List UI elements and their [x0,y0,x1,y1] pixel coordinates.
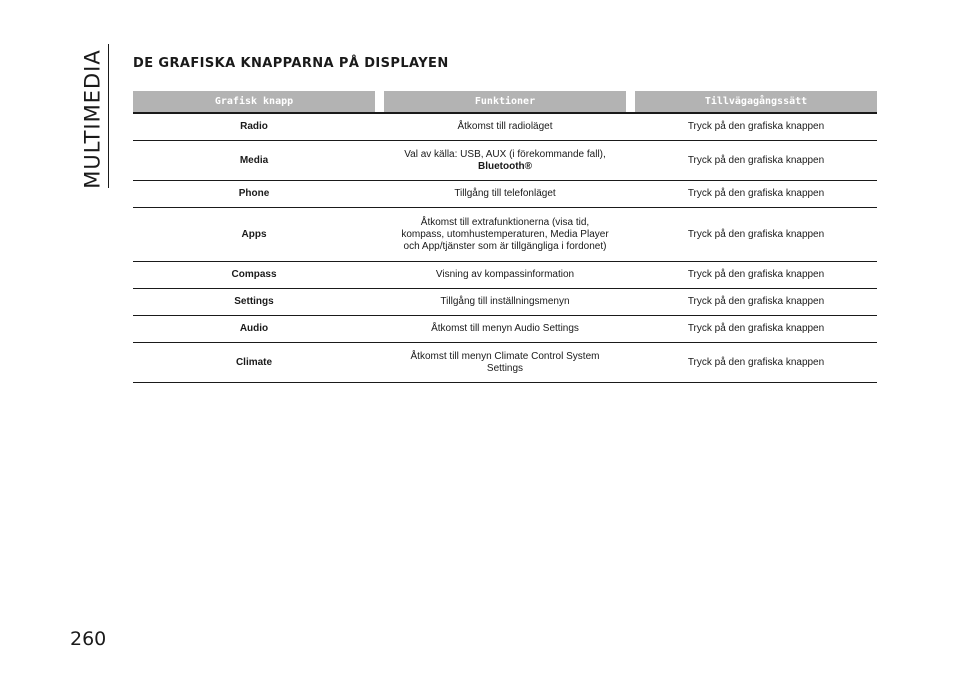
header-procedure: Tillvägagångssätt [635,91,877,112]
table-row [133,262,877,289]
function-line: och App/tjänster som är tillgängliga i fordonet) [403,240,607,252]
action-text: Tryck på den grafiska knappen [687,296,825,307]
button-name: Compass [231,269,277,280]
function-text [375,149,635,173]
action-text: Tryck på den grafiska knappen [687,154,825,166]
section-side-title-text: MULTIMEDIA [81,49,105,189]
table-row [133,208,877,262]
table-row [133,141,877,181]
button-name: Phone [238,188,270,199]
header-graphic-button: Grafisk knapp [133,91,375,112]
side-divider [108,44,109,188]
button-name: Apps [241,228,267,240]
section-heading: DE GRAFISKA KNAPPARNA PÅ DISPLAYEN [133,56,449,71]
action-text: Tryck på den grafiska knappen [687,121,825,132]
button-name: Radio [240,121,268,132]
table-header [133,91,877,114]
function-line: Åtkomst till extrafunktionerna (visa tid, [420,216,590,228]
button-name: Media [239,154,269,166]
function-line: Tillgång till telefonläget [454,188,556,199]
function-text [375,269,635,281]
function-text [375,217,635,253]
function-line: Tillgång till inställningsmenyn [440,296,570,307]
action-text: Tryck på den grafiska knappen [687,228,825,240]
button-name: Settings [234,296,274,307]
table-row [133,316,877,343]
action-text: Tryck på den grafiska knappen [687,323,825,334]
function-line: Åtkomst till menyn Climate Control System [410,350,600,362]
button-name: Audio [239,323,269,334]
page-number: 260 [70,628,107,650]
table-row [133,343,877,383]
function-line: Val av källa: USB, AUX (i förekommande fall), [404,148,606,160]
button-name: Climate [235,356,273,368]
table-row [133,114,877,141]
function-line: Åtkomst till radioläget [457,121,553,132]
function-text [375,351,635,375]
function-line: kompass, utomhustemperaturen, Media Player [401,228,609,240]
action-text: Tryck på den grafiska knappen [687,269,825,280]
function-text [375,296,635,308]
action-text: Tryck på den grafiska knappen [687,188,825,199]
section-side-title [70,49,116,189]
header-functions: Funktioner [384,91,626,112]
function-text [375,121,635,133]
action-text: Tryck på den grafiska knappen [687,356,825,368]
table-row [133,289,877,316]
function-text [375,323,635,335]
function-line: Åtkomst till menyn Audio Settings [431,323,579,334]
graphic-buttons-table [133,91,877,383]
function-line: Settings [486,362,524,374]
table-row [133,181,877,208]
function-line-bold: Bluetooth® [477,160,533,172]
function-line: Visning av kompassinformation [435,269,575,280]
function-text [375,188,635,200]
